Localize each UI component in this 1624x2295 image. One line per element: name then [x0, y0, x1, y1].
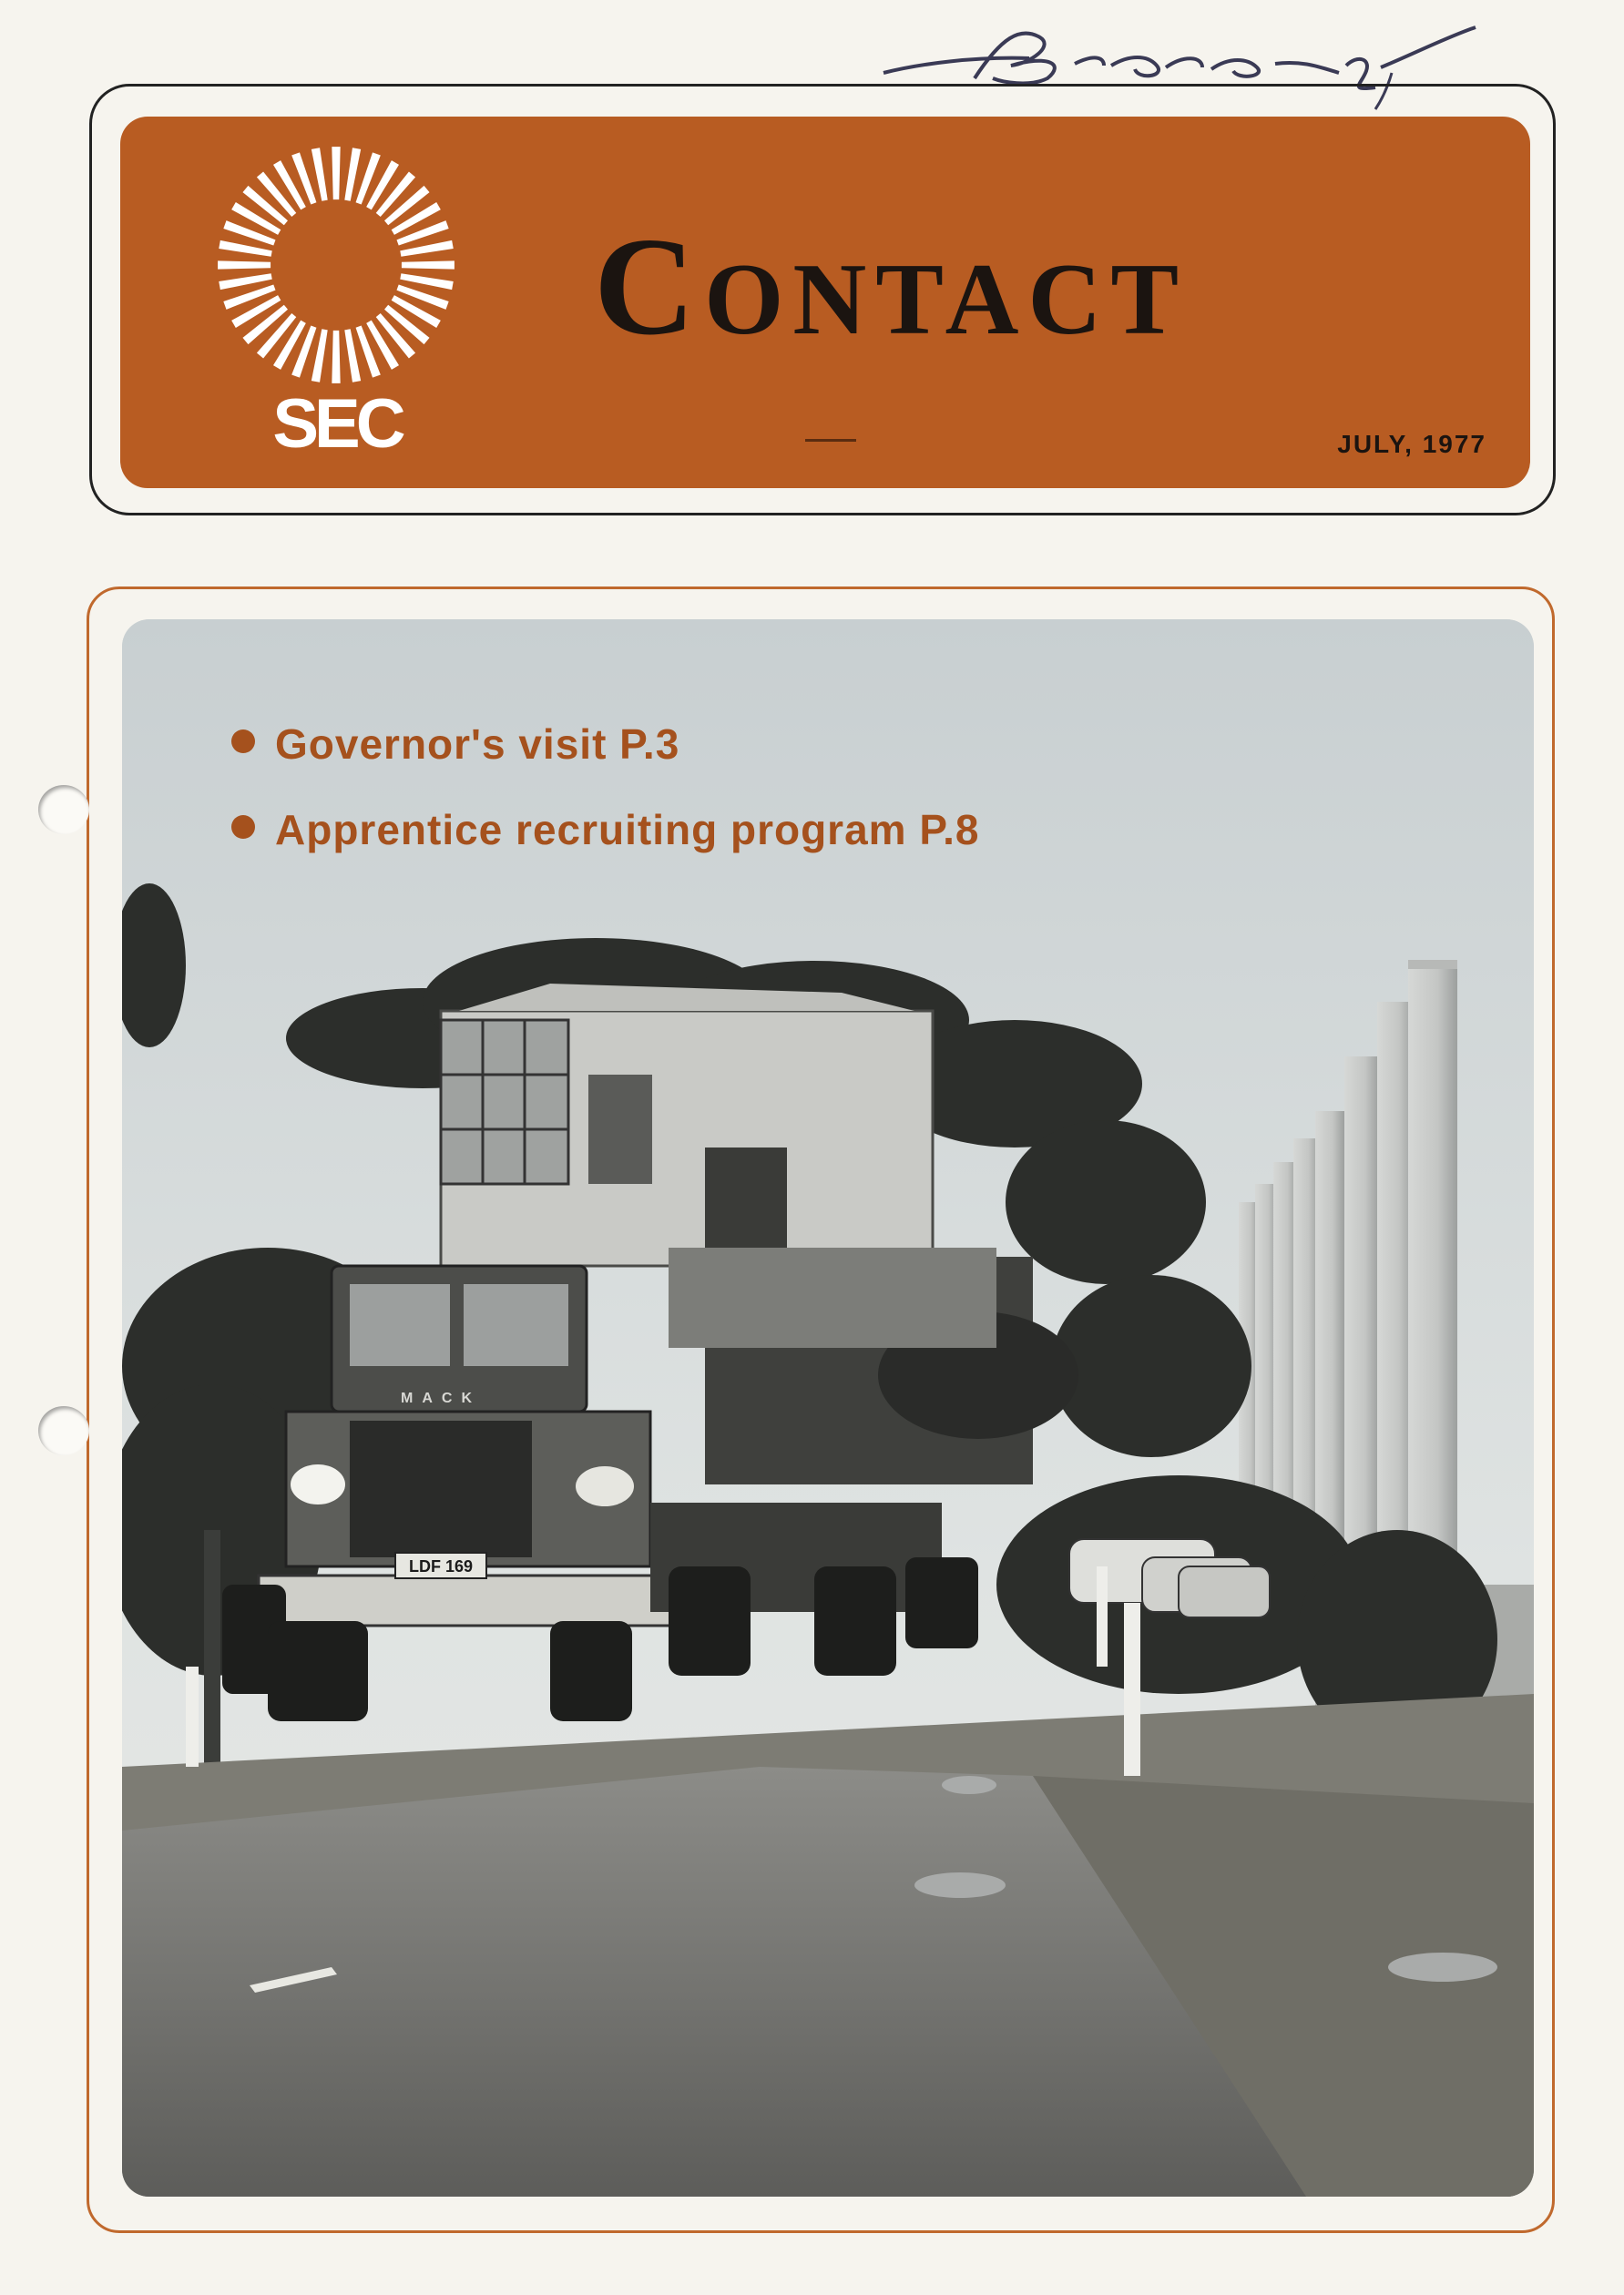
sun-ray — [344, 148, 361, 200]
cover-photo — [122, 619, 1534, 2197]
cover-headline[interactable] — [231, 719, 679, 769]
masthead-banner — [120, 117, 1530, 488]
sun-ray — [219, 240, 271, 257]
sun-ray — [219, 273, 271, 290]
truck-badge: MACK — [401, 1391, 481, 1406]
cover-photo-illustration — [122, 619, 1534, 2197]
bullet-icon — [231, 815, 255, 839]
headline-text: Apprentice recruiting program P.8 — [275, 806, 980, 853]
title-initial: C — [594, 209, 705, 364]
sun-ray — [400, 273, 453, 290]
sun-ray — [332, 331, 340, 383]
publication-title — [594, 209, 1414, 364]
sec-logo-text: SEC — [272, 385, 402, 463]
binder-punch-hole — [38, 785, 89, 834]
sun-ray — [312, 148, 328, 200]
sun-ray — [218, 260, 271, 269]
sun-ray — [312, 329, 328, 382]
bullet-icon — [231, 729, 255, 753]
sun-ray — [344, 329, 361, 382]
cover-headline[interactable] — [231, 805, 979, 854]
decorative-dash — [805, 439, 856, 442]
binder-punch-hole — [38, 1406, 89, 1455]
title-rest: ONTACT — [704, 243, 1189, 356]
number-plate: LDF 169 — [408, 1557, 474, 1576]
headline-text: Governor's visit P.3 — [275, 720, 680, 768]
sun-ray — [332, 147, 340, 199]
sun-ray — [400, 240, 453, 257]
sun-ray — [402, 260, 455, 269]
sec-sun-logo-icon — [215, 144, 457, 386]
issue-date: JULY, 1977 — [1337, 430, 1486, 458]
